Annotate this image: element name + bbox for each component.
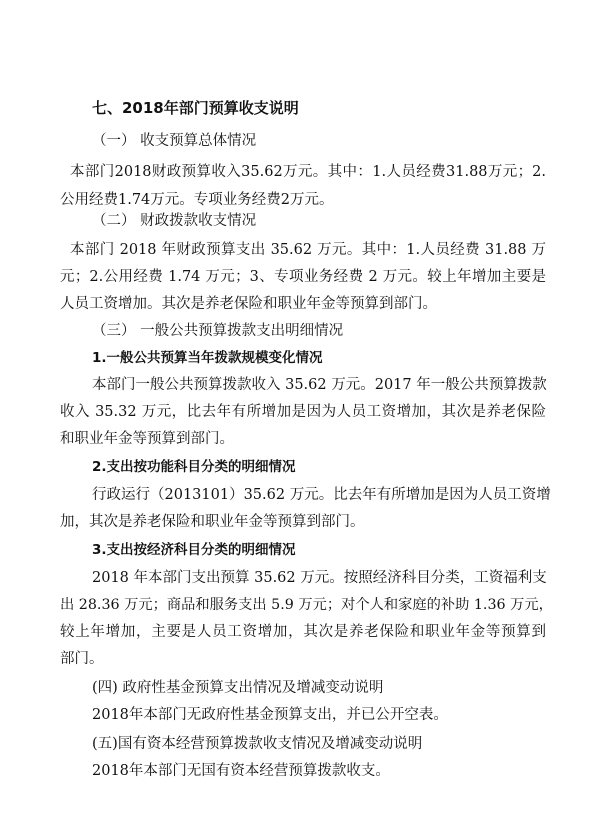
part3-item2-line-2: 加，其次是养老保险和职业年金等预算到部门。	[60, 514, 365, 530]
part3-item3-line-2: 出 28.36 万元；商品和服务支出 5.9 万元；对个人和家庭的补助 1.36 万元，	[60, 597, 553, 613]
part1-line-1: 本部门2018财政预算收入35.62万元。其中：1.人员经费31.88万元；2.	[70, 164, 546, 180]
part3-item3-title: 3.支出按经济科目分类的明细情况	[92, 542, 296, 558]
part3-title: （三） 一般公共预算拨款支出明细情况	[92, 323, 344, 339]
part5-line-1: 2018年本部门无国有资本经营预算拨款收支。	[92, 763, 390, 779]
part3-item2-line-1: 行政运行（2013101）35.62 万元。比去年有所增加是因为人员工资增	[92, 487, 551, 503]
part4-line-1: 2018年本部门无政府性基金预算支出，并已公开空表。	[92, 707, 448, 723]
part4-title: (四) 政府性基金预算支出情况及增减变动说明	[92, 680, 384, 696]
section-title: 七、2018年部门预算收支说明	[92, 99, 299, 117]
part3-item2-title: 2.支出按功能科目分类的明细情况	[92, 459, 296, 475]
part3-item1-line-2: 收入 35.32 万元，比去年有所增加是因为人员工资增加，其次是养老保险	[60, 404, 546, 420]
part3-item3-line-4: 部门。	[60, 651, 104, 667]
part2-title: （二） 财政拨款收支情况	[92, 213, 257, 229]
part2-line-1: 本部门 2018 年财政预算支出 35.62 万元。其中：1.人员经费 31.88 万	[70, 242, 546, 258]
part3-item3-line-1: 2018 年本部门支出预算 35.62 万元。按照经济科目分类，工资福利支	[92, 570, 547, 586]
part3-item1-title: 1.一般公共预算当年拨款规模变化情况	[92, 350, 323, 366]
part3-item3-line-3: 较上年增加，主要是人员工资增加，其次是养老保险和职业年金等预算到	[60, 624, 546, 640]
part1-line-2: 公用经费1.74万元。专项业务经费2万元。	[60, 192, 334, 208]
part5-title: (五)国有资本经营预算拨款收支情况及增减变动说明	[92, 736, 423, 752]
part2-line-3: 人员工资增加。其次是养老保险和职业年金等预算到部门。	[60, 296, 437, 312]
part3-item1-line-3: 和职业年金等预算到部门。	[60, 431, 234, 447]
part1-title: （一） 收支预算总体情况	[92, 133, 257, 149]
part2-line-2: 元；2.公用经费 1.74 万元；3、专项业务经费 2 万元。较上年增加主要是	[60, 269, 546, 285]
part3-item1-line-1: 本部门一般公共预算拨款收入 35.62 万元。2017 年一般公共预算拨款	[92, 377, 547, 393]
